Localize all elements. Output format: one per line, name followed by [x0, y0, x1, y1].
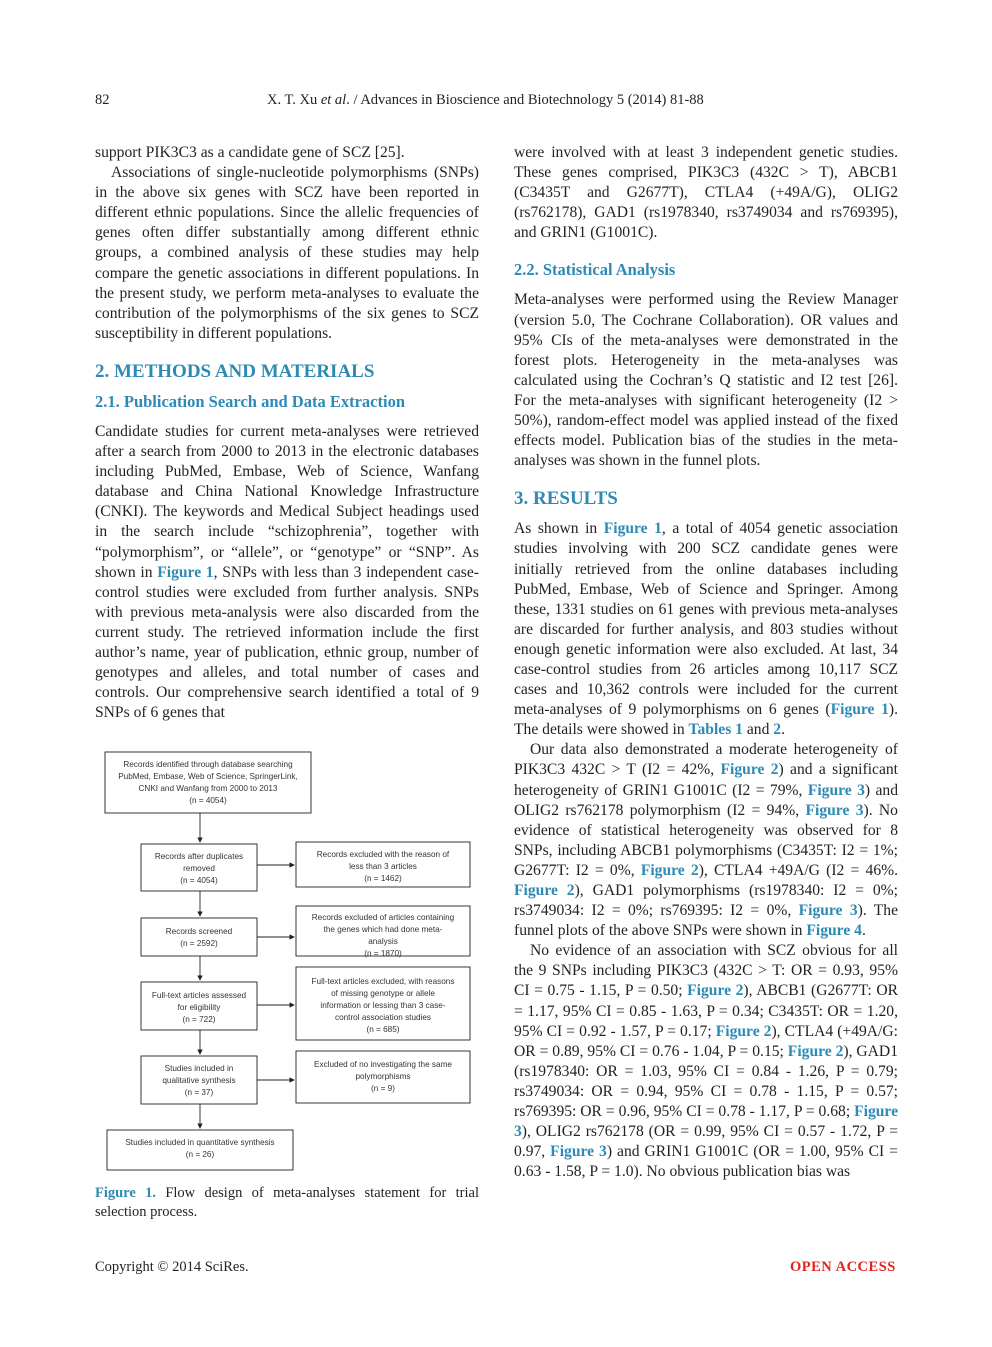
text-run: ), CTLA4 (+49A/G: OR = 0.89, 95% CI = 0.76 - 1.04, P = 0.15; — [514, 1022, 898, 1060]
flow-e2-line-4: (n = 1870) — [364, 949, 402, 958]
text-run: , a total of 4054 genetic association studies involving with 200 SCZ candidate genes were initially retrieved from the online databases including PubMed, Embase, Web of Science and Springer. Among these, 1331 studies on 61 genes with previous meta-analyses are discarded for further analysis, and 803 studies without enough genetic information were also excluded. At last, 34 case-control studies from 26 articles among 10,117 SCZ cases and 10,362 controls were included for the current meta-analyses of 9 polymorphisms on 6 genes ( — [514, 520, 899, 719]
figure-ref-link[interactable]: Figure 3 — [798, 902, 858, 920]
figure-ref-link[interactable]: Figure 2 — [640, 861, 699, 879]
copyright-notice: Copyright © 2014 SciRes. — [95, 1259, 249, 1275]
figure-ref-link[interactable]: Figure 3 — [805, 801, 864, 819]
running-head-etal: et al — [320, 92, 347, 108]
text-run: Our data also demonstrated a moderate heterogeneity of PIK3C3 432C > T (I2 = 42%, — [514, 741, 898, 779]
figure-ref-link[interactable]: 2 — [773, 721, 782, 739]
text-run: ), GAD1 (rs1978340: OR = 1.03, 95% CI = 0.84 - 1.26, P = 0.79; rs3749034: OR = 0.94, 95% CI = 0.78 - 1.15, P = 0.57; rs769395: OR = 0.96, 95% CI = 0.78 - 1.17, P = 0.68; — [514, 1042, 898, 1121]
subsection-heading-2-2: 2.2. Statistical Analysis — [514, 260, 676, 280]
right-column — [514, 143, 898, 1182]
right-paragraph-1: Meta-analyses were performed using the Review Manager (version 5.0, The Cochrane Collaboration). OR values and 95% CIs of the meta-analyses were demonstrated in the forest plots. Heterogeneity in the meta-analyses was calculated using the Cochran’s Q statistic and I2 test [26]. For the meta-analyses with significant heterogeneity (I2 > 50%), random-effect model was applied instead of the fixed effects model. Publication bias of the studies in the meta-analyses was shown in the funnel plots. — [514, 291, 898, 470]
text-run: . — [781, 721, 785, 739]
running-head-journal: . / Advances in Bioscience and Biotechnology 5 (2014) 81-88 — [346, 92, 704, 108]
flow-b3-line-1: Records screened — [165, 927, 233, 936]
figure-ref-link[interactable]: Figure 2 — [715, 1022, 772, 1040]
flow-b1-line-2: PubMed, Embase, Web of Science, SpringerLink, — [118, 772, 298, 781]
text-run: ), OLIG2 rs762178 (OR = 0.99, 95% CI = 0.57 - 1.72, P = 0.97, — [514, 1123, 898, 1161]
text-run: ). The details were showed in — [514, 701, 898, 739]
text-run: . — [861, 922, 866, 940]
section-heading-methods: 2. METHODS AND MATERIALS — [95, 360, 375, 382]
right-paragraph-3 — [514, 740, 898, 941]
text-run: As shown in — [514, 520, 604, 538]
text-run: ), CTLA4 +49A/G (I2 = 46%. — [698, 861, 899, 879]
text-run: ), ABCB1 (G2677T: OR = 1.17, 95% CI = 0.85 - 1.63, P = 0.34; C3435T: OR = 1.20, 95% CI = 0.92 - 1.57, P = 0.17; — [514, 982, 898, 1040]
text-run: ), GAD1 polymorphisms (rs1978340: I2 = 0%; rs3749034: I2 = 0%; rs769395: I2 = 0%, — [514, 882, 898, 920]
figure-ref-link[interactable]: Figure 1 — [603, 520, 662, 538]
flow-b5-line-1: Studies included in — [164, 1064, 234, 1073]
flow-e4-line-3: (n = 9) — [371, 1084, 395, 1093]
figure-ref-link[interactable]: Figure 2 — [787, 1042, 844, 1060]
right-paragraph-2 — [514, 519, 898, 740]
flow-e1-line-3: (n = 1462) — [364, 874, 402, 883]
page-number: 82 — [95, 92, 110, 108]
figure-1-caption — [95, 1184, 479, 1222]
open-access-label: OPEN ACCESS — [790, 1259, 896, 1275]
figure-1-caption-text: Flow design of meta-analyses statement for trial selection process. — [95, 1185, 479, 1220]
flow-e3-line-1: Full-text articles excluded, with reasons — [311, 977, 455, 986]
left-paragraph-2-text-b: , SNPs with less than 3 independent case-control studies were excluded from further analysis. SNPs with previous meta-analysis were also discarded from the current study. The retrieved information include the first author’s name, year of publication, ethnic group, number of genotypes and alleles, and total number of cases and controls. Our comprehensive search identified a total of 9 SNPs of 6 genes that — [95, 563, 479, 722]
flow-e3-line-4: control association studies — [334, 1013, 432, 1022]
left-paragraph-2-text-a: Candidate studies for current meta-analyses were retrieved after a search from 2000 to 2013 in the electronic databases including PubMed, Embase, Web of Science, Wanfang database and China National Knowledge Infrastructure (CNKI). The keywords and Medical Subject headings used in the search include “schizophrenia”, together with “polymorphism”, or “allele”, or “genotype” or “SNP”. As shown in — [95, 422, 479, 581]
figure-ref-link[interactable]: Figure 4 — [806, 922, 862, 940]
flow-box-screened — [141, 918, 257, 956]
flow-b2-line-1: Records after duplicates — [154, 852, 244, 861]
flow-b4-line-3: (n = 722) — [182, 1015, 216, 1024]
flow-e1-line-1: Records excluded with the reason of — [316, 850, 450, 859]
figure-ref-link[interactable]: Figure 2 — [687, 982, 744, 1000]
right-paragraph-4 — [514, 941, 898, 1182]
flow-e3-line-2: of missing genotype or allele — [331, 989, 435, 998]
left-paragraph-2 — [95, 422, 479, 723]
text-run: ) and OLIG2 rs762178 polymorphism (I2 = 94%, — [514, 781, 898, 819]
text-run: ). The funnel plots of the above SNPs were shown in — [514, 902, 899, 940]
flow-e4-line-2: polymorphisms — [355, 1072, 411, 1081]
text-run: and — [742, 721, 774, 739]
left-paragraph-1: Associations of single-nucleotide polymorphisms (SNPs) in the above six genes with SCZ have been reported in different ethnic populations. Since the allelic frequencies of genes often differ substantially among different ethnic groups, a combined analysis of these studies may help compare the genetic associations in different populations. In the present study, we perform meta-analyses to evaluate the contribution of the polymorphisms of the six genes to SCZ susceptibility in different populations. — [95, 164, 479, 342]
text-run: ) and a significant heterogeneity of GRIN1 G1001C (I2 = 79%, — [514, 761, 898, 799]
flow-e3-line-3: information or lessing than 3 case- — [320, 1001, 446, 1010]
text-run: ) and GRIN1 G1001C (OR = 1.00, 95% CI = 0.63 - 1.58, P = 1.0). No obvious publication bias was — [514, 1143, 898, 1181]
left-column — [95, 143, 479, 723]
flow-e2-line-1: Records excluded of articles containing — [311, 913, 455, 922]
flow-b6-line-2: (n = 26) — [185, 1150, 215, 1159]
figure-ref-link[interactable]: Figure 2 — [514, 882, 575, 899]
flow-e2-line-2: the genes which had done meta- — [323, 925, 443, 934]
flow-e2-line-3: analysis — [368, 937, 398, 946]
left-paragraph-0: support PIK3C3 as a candidate gene of SCZ [25]. — [95, 144, 405, 161]
running-head — [267, 92, 704, 109]
flow-b2-line-2: removed — [183, 864, 215, 873]
flow-diagram — [95, 747, 479, 1177]
flow-b5-line-2: qualitative synthesis — [162, 1076, 236, 1085]
flow-b4-line-2: for eligibility — [177, 1003, 221, 1012]
figure-ref-link[interactable]: Tables 1 — [688, 721, 743, 739]
figure-ref-link[interactable]: Figure 3 — [807, 781, 865, 799]
figure-1-caption-label: Figure 1. — [95, 1185, 157, 1201]
text-run: ). No evidence of statistical heterogeneity was observed for 8 SNPs, including ABCB1 polymorphisms (C3435T: I2 = 1%; G2677T: I2 = 0%, — [514, 801, 898, 879]
flow-b5-line-3: (n = 37) — [184, 1088, 214, 1097]
flow-b1-line-3: CNKI and Wanfang from 2000 to 2013 — [138, 784, 278, 793]
flow-e1-line-2: less than 3 articles — [349, 862, 417, 871]
flow-e4-line-1: Excluded of no investigating the same — [314, 1060, 452, 1069]
running-head-authors: X. T. Xu — [267, 92, 321, 108]
flow-b3-line-2: (n = 2592) — [180, 939, 218, 948]
figure-1-link[interactable]: Figure 1 — [157, 563, 214, 581]
subsection-heading-2-1: 2.1. Publication Search and Data Extraction — [95, 391, 405, 411]
section-heading-results: 3. RESULTS — [514, 488, 618, 510]
flow-b6-line-1: Studies included in quantitative synthesis — [125, 1138, 275, 1147]
figure-ref-link[interactable]: Figure 2 — [720, 761, 779, 779]
flow-e3-line-5: (n = 685) — [366, 1025, 400, 1034]
right-paragraph-0: were involved with at least 3 independent genetic studies. These genes comprised, PIK3C3 (432C > T), ABCB1 (C3435T and G2677T), CTLA4 (+49A/G), OLIG2 (rs762178), GAD1 (rs1978340, rs3749034 and rs769395), and GRIN1 (G1001C). — [514, 144, 898, 242]
flow-b4-line-1: Full-text articles assessed — [151, 991, 247, 1000]
flow-b2-line-3: (n = 4054) — [180, 876, 218, 885]
flow-b1-line-1: Records identified through database searching — [123, 760, 293, 769]
figure-ref-link[interactable]: Figure 3 — [514, 1103, 898, 1141]
figure-ref-link[interactable]: Figure 3 — [550, 1143, 607, 1161]
figure-ref-link[interactable]: Figure 1 — [830, 701, 889, 719]
flow-b1-line-4: (n = 4054) — [189, 796, 227, 805]
text-run: No evidence of an association with SCZ obvious for all the 9 SNPs including PIK3C3 (432C > T: OR = 0.93, 95% CI = 0.75 - 1.15, P = 0.50; — [514, 942, 898, 1000]
